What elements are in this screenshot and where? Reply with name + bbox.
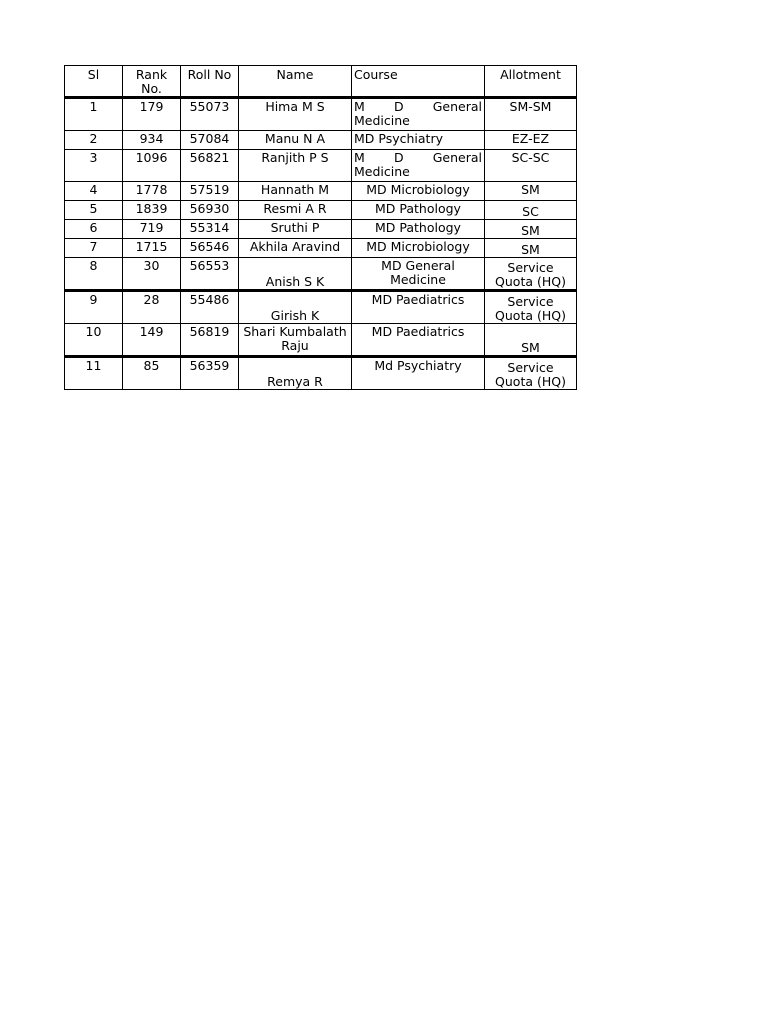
header-course: Course	[352, 66, 485, 98]
cell-sl: 4	[65, 182, 123, 201]
cell-roll: 56819	[181, 324, 239, 357]
cell-course: MD Paediatrics	[352, 324, 485, 357]
course-word: General	[432, 99, 482, 114]
header-rank: Rank No.	[123, 66, 181, 98]
header-allotment: Allotment	[485, 66, 577, 98]
cell-course: MD Pathology	[352, 201, 485, 220]
cell-sl: 3	[65, 150, 123, 182]
cell-allotment: Service Quota (HQ)	[485, 357, 577, 390]
table-row	[65, 239, 577, 258]
cell-name: Ranjith P S	[239, 150, 352, 182]
cell-rank: 1839	[123, 201, 181, 220]
cell-rank: 934	[123, 131, 181, 150]
table-row	[65, 201, 577, 220]
cell-rank: 1778	[123, 182, 181, 201]
table-row	[65, 258, 577, 291]
cell-sl: 10	[65, 324, 123, 357]
cell-roll: 56930	[181, 201, 239, 220]
cell-rank: 1096	[123, 150, 181, 182]
table-row	[65, 182, 577, 201]
table-row	[65, 357, 577, 390]
cell-roll: 55486	[181, 291, 239, 324]
cell-sl: 9	[65, 291, 123, 324]
cell-roll: 56359	[181, 357, 239, 390]
cell-roll: 57519	[181, 182, 239, 201]
cell-allotment: SM	[485, 220, 577, 239]
cell-roll: 56546	[181, 239, 239, 258]
course-line-2: Medicine	[354, 113, 410, 128]
cell-course	[352, 98, 485, 131]
cell-roll: 55314	[181, 220, 239, 239]
cell-allotment: Service Quota (HQ)	[485, 258, 577, 291]
cell-sl: 6	[65, 220, 123, 239]
cell-course: MD Psychiatry	[352, 131, 485, 150]
cell-name: Girish K	[239, 291, 352, 324]
cell-sl: 5	[65, 201, 123, 220]
cell-rank: 1715	[123, 239, 181, 258]
cell-rank: 30	[123, 258, 181, 291]
table-row	[65, 324, 577, 357]
table-row	[65, 150, 577, 182]
cell-roll: 56821	[181, 150, 239, 182]
cell-allotment: SM	[485, 239, 577, 258]
cell-roll: 56553	[181, 258, 239, 291]
cell-name: Manu N A	[239, 131, 352, 150]
table-header-row	[65, 66, 577, 98]
cell-allotment: SM-SM	[485, 98, 577, 131]
cell-name: Sruthi P	[239, 220, 352, 239]
course-line-1	[354, 151, 482, 165]
cell-name: Hannath M	[239, 182, 352, 201]
course-word: D	[393, 99, 404, 114]
cell-sl: 7	[65, 239, 123, 258]
cell-allotment: SC	[485, 201, 577, 220]
course-word: M	[354, 99, 365, 114]
cell-allotment: SC-SC	[485, 150, 577, 182]
cell-rank: 179	[123, 98, 181, 131]
cell-course: MD Pathology	[352, 220, 485, 239]
course-word: M	[354, 150, 365, 165]
course-line-1	[354, 100, 482, 114]
cell-name: Hima M S	[239, 98, 352, 131]
cell-name: Anish S K	[239, 258, 352, 291]
cell-name: Shari Kumbalath Raju	[239, 324, 352, 357]
cell-sl: 1	[65, 98, 123, 131]
table-row	[65, 98, 577, 131]
table-row	[65, 291, 577, 324]
course-line-2: Medicine	[354, 164, 410, 179]
cell-sl: 8	[65, 258, 123, 291]
cell-allotment: Service Quota (HQ)	[485, 291, 577, 324]
header-name: Name	[239, 66, 352, 98]
cell-name: Akhila Aravind	[239, 239, 352, 258]
cell-rank: 719	[123, 220, 181, 239]
cell-course: MD Microbiology	[352, 239, 485, 258]
table-row	[65, 131, 577, 150]
cell-course: MD Microbiology	[352, 182, 485, 201]
cell-sl: 2	[65, 131, 123, 150]
cell-sl: 11	[65, 357, 123, 390]
course-word: D	[393, 150, 404, 165]
course-word: General	[432, 150, 482, 165]
cell-name: Remya R	[239, 357, 352, 390]
cell-roll: 55073	[181, 98, 239, 131]
cell-course: MD Paediatrics	[352, 291, 485, 324]
allotment-table	[64, 65, 577, 390]
table-row	[65, 220, 577, 239]
cell-course	[352, 150, 485, 182]
cell-roll: 57084	[181, 131, 239, 150]
cell-allotment: SM	[485, 182, 577, 201]
cell-rank: 28	[123, 291, 181, 324]
header-sl: Sl	[65, 66, 123, 98]
cell-allotment: SM	[485, 324, 577, 357]
cell-allotment: EZ-EZ	[485, 131, 577, 150]
header-roll: Roll No	[181, 66, 239, 98]
cell-course: MD General Medicine	[352, 258, 485, 291]
cell-rank: 149	[123, 324, 181, 357]
cell-name: Resmi A R	[239, 201, 352, 220]
cell-rank: 85	[123, 357, 181, 390]
cell-course: Md Psychiatry	[352, 357, 485, 390]
